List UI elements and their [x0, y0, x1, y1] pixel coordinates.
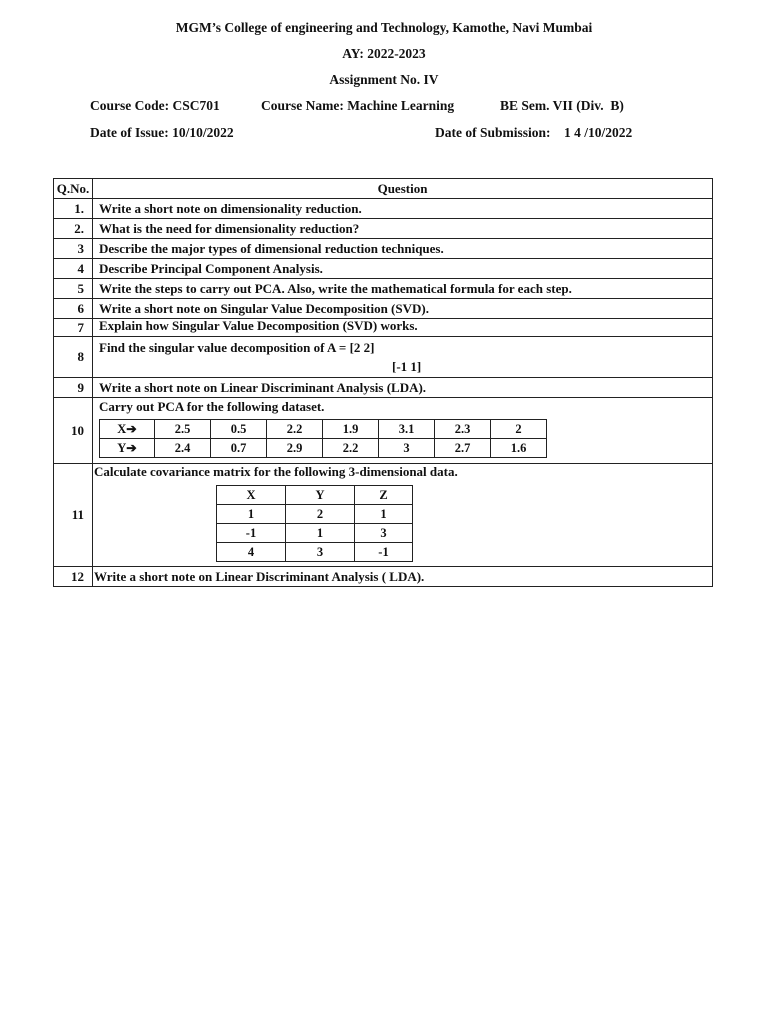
x-row [100, 420, 547, 439]
table-row [54, 337, 713, 378]
question-number: 11 [54, 464, 93, 567]
question-number: 3 [54, 239, 93, 259]
table-row [54, 378, 713, 398]
cell: -1 [217, 524, 286, 543]
x-value: 2.3 [435, 420, 491, 439]
svd-question-line: Find the singular value decomposition of A = [2 2] [99, 340, 375, 355]
y-row [100, 439, 547, 458]
question-text: Carry out PCA for the following dataset. [99, 399, 325, 414]
question-text: Write the steps to carry out PCA. Also, write the mathematical formula for each step. [93, 279, 713, 299]
y-label: Y➔ [100, 439, 155, 458]
question-number: 9 [54, 378, 93, 398]
question-text: Calculate covariance matrix for the following 3-dimensional data. [94, 464, 458, 479]
y-value: 0.7 [211, 439, 267, 458]
question-cell [93, 398, 713, 464]
semester: BE Sem. VII (Div. B) [500, 98, 624, 113]
covariance-row [217, 543, 413, 562]
question-number: 6 [54, 299, 93, 319]
table-row [54, 299, 713, 319]
question-cell [93, 464, 713, 567]
y-value: 1.6 [491, 439, 547, 458]
table-row [54, 199, 713, 219]
question-text: Write a short note on Linear Discriminant Analysis (LDA). [93, 378, 713, 398]
cell: -1 [355, 543, 413, 562]
course-code: Course Code: CSC701 [90, 98, 220, 113]
question-text: Describe the major types of dimensional reduction techniques. [93, 239, 713, 259]
question-text: Write a short note on dimensionality reduction. [93, 199, 713, 219]
cell: 3 [286, 543, 355, 562]
column-header: Z [355, 486, 413, 505]
cell: 4 [217, 543, 286, 562]
question-text: What is the need for dimensionality reduction? [93, 219, 713, 239]
x-value: 3.1 [379, 420, 435, 439]
date-of-submission: Date of Submission: 1 4 /10/2022 [435, 125, 633, 140]
pca-dataset-table [99, 419, 547, 458]
cell: 2 [286, 505, 355, 524]
matrix-second-row: [-1 1] [392, 359, 422, 374]
y-value: 2.2 [323, 439, 379, 458]
question-text [93, 337, 713, 378]
question-number: 7 [54, 319, 93, 337]
x-value: 2.2 [267, 420, 323, 439]
question-number: 4 [54, 259, 93, 279]
y-value: 3 [379, 439, 435, 458]
question-text: Write a short note on Singular Value Decomposition (SVD). [93, 299, 713, 319]
question-number: 1. [54, 199, 93, 219]
covariance-header-row [217, 486, 413, 505]
table-row [54, 567, 713, 587]
question-number: 2. [54, 219, 93, 239]
question-text: Describe Principal Component Analysis. [93, 259, 713, 279]
question-number: 10 [54, 398, 93, 464]
covariance-data-table [216, 485, 413, 562]
table-row [54, 259, 713, 279]
covariance-row [217, 524, 413, 543]
question-number: 12 [54, 567, 93, 587]
academic-year: AY: 2022-2023 [342, 46, 426, 61]
table-row [54, 239, 713, 259]
cell: 1 [355, 505, 413, 524]
table-row [54, 219, 713, 239]
table-row [54, 279, 713, 299]
x-value: 2.5 [155, 420, 211, 439]
question-header: Question [93, 179, 713, 199]
table-row [54, 398, 713, 464]
qno-header: Q.No. [54, 179, 93, 199]
date-of-issue: Date of Issue: 10/10/2022 [90, 125, 234, 140]
y-value: 2.7 [435, 439, 491, 458]
cell: 1 [217, 505, 286, 524]
college-name: MGM’s College of engineering and Technology, Kamothe, Navi Mumbai [175, 20, 593, 35]
column-header: X [217, 486, 286, 505]
table-header-row [54, 179, 713, 199]
column-header: Y [286, 486, 355, 505]
question-number: 5 [54, 279, 93, 299]
covariance-row [217, 505, 413, 524]
x-label: X➔ [100, 420, 155, 439]
question-text: Explain how Singular Value Decomposition (SVD) works. [93, 319, 713, 337]
x-value: 0.5 [211, 420, 267, 439]
cell: 1 [286, 524, 355, 543]
y-value: 2.4 [155, 439, 211, 458]
question-text: Write a short note on Linear Discriminant Analysis ( LDA). [93, 567, 713, 587]
cell: 3 [355, 524, 413, 543]
table-row [54, 464, 713, 567]
x-value: 1.9 [323, 420, 379, 439]
assignment-title: Assignment No. IV [329, 72, 439, 87]
question-number: 8 [54, 337, 93, 378]
y-value: 2.9 [267, 439, 323, 458]
course-name: Course Name: Machine Learning [261, 98, 455, 113]
table-row [54, 319, 713, 337]
question-table [53, 178, 713, 587]
x-value: 2 [491, 420, 547, 439]
